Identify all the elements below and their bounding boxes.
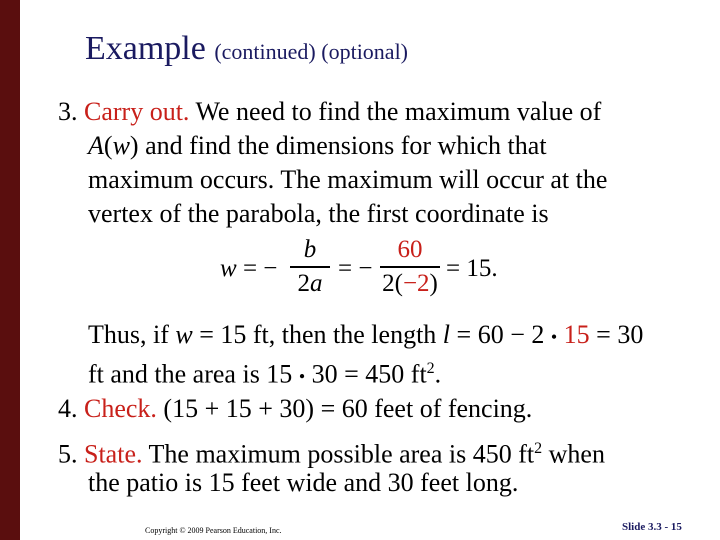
formula-lhs: w = −: [220, 255, 278, 282]
step3-text2: ) and find the dimensions for which that: [129, 131, 547, 160]
den-part-a: 2(: [382, 269, 403, 297]
den-part-b: −2: [402, 269, 430, 297]
thus-l2c: .: [434, 359, 442, 389]
step3-line3: maximum occurs. The maximum will occur at the: [88, 165, 608, 194]
thus-l: l: [442, 320, 451, 349]
step5-line2: the patio is 15 feet wide and 30 feet long.: [88, 468, 519, 497]
thus-w: w: [175, 320, 193, 349]
fraction-b-over-2a: [290, 235, 330, 299]
step3-label: Carry out.: [84, 97, 190, 126]
thus-line2: [88, 354, 441, 392]
thus-g: = 30: [589, 320, 644, 349]
thus-e: = 60 − 2: [450, 320, 551, 349]
thus-c: = 15 ft, then the length: [192, 320, 443, 349]
step3-line4: vertex of the parabola, the first coordinate is: [88, 199, 549, 228]
thus-sup: 2: [426, 360, 435, 377]
step4-text: (15 + 15 + 30) = 60 feet of fencing.: [156, 394, 533, 423]
step5-line1: [58, 434, 605, 470]
thus-a: Thus, if: [88, 320, 176, 349]
fraction2-numerator: 60: [397, 236, 423, 263]
den-part-c: ): [429, 269, 438, 297]
step5-text2: when: [542, 439, 605, 469]
step4-label: Check.: [84, 394, 157, 423]
formula-rhs: = 15.: [446, 255, 498, 282]
step3-line2: [88, 131, 547, 161]
slide-number: Slide 3.3 - 15: [622, 521, 682, 533]
step5-number: 5.: [58, 439, 78, 469]
title-sub: (continued) (optional): [214, 39, 409, 64]
title-main: Example: [85, 30, 206, 67]
step3-paren-open: (: [103, 131, 113, 160]
step3-line1: [58, 97, 601, 127]
step3-w: w: [112, 131, 130, 160]
thus-l2b: 30 = 450 ft: [305, 359, 427, 389]
fraction-60-over-2neg2: [380, 235, 440, 299]
formula-eq: = −: [338, 255, 373, 282]
left-accent-bar: [0, 0, 20, 540]
step5-text: The maximum possible area is 450 ft: [142, 439, 535, 469]
step5-sup: 2: [534, 440, 543, 457]
thus-line1: [88, 320, 643, 352]
thus-f: 15: [557, 320, 590, 349]
fraction1-denominator: 2a: [297, 269, 323, 297]
step3-number: 3.: [58, 97, 78, 126]
step3-A: A: [88, 131, 104, 160]
step3-text1: We need to find the maximum value of: [189, 97, 602, 126]
step5-label: State.: [84, 439, 143, 469]
thus-l2a: ft and the area is 15: [88, 359, 299, 389]
fraction2-denominator: [380, 269, 440, 299]
multiply-dot-2: •: [298, 366, 306, 387]
step4-number: 4.: [58, 394, 78, 423]
copyright: Copyright © 2009 Pearson Education, Inc.: [145, 526, 282, 535]
fraction1-numerator: b: [303, 236, 317, 263]
step4-line: [58, 394, 532, 424]
vertex-formula: [220, 235, 520, 305]
slide-title: [85, 30, 408, 68]
multiply-dot: •: [550, 327, 558, 348]
